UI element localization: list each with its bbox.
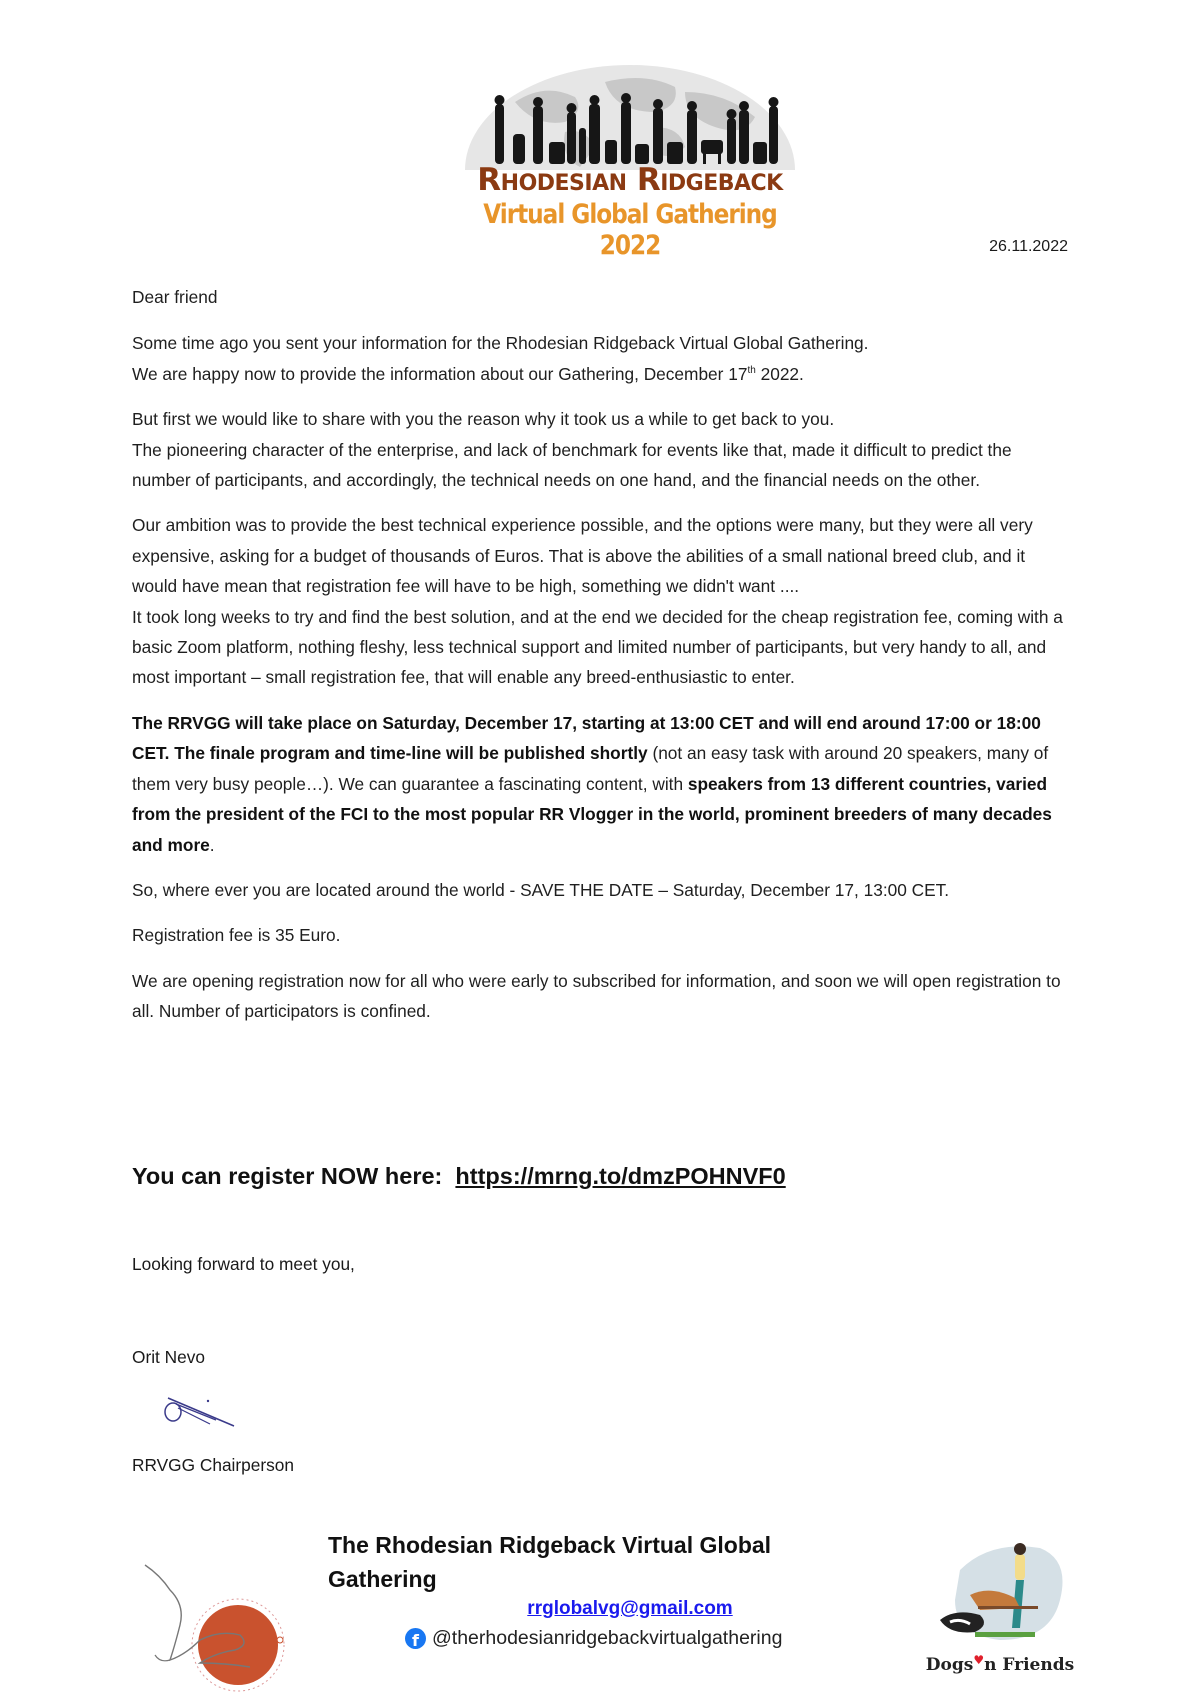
signer-role: RRVGG Chairperson xyxy=(132,1455,294,1475)
email-link[interactable]: rrglobalvg@gmail.com xyxy=(527,1598,733,1619)
intro-line-2-post: 2022. xyxy=(755,363,804,384)
heart-icon: ♥ xyxy=(973,1653,985,1667)
event-details-end: . xyxy=(209,834,215,855)
facebook-handle[interactable]: @therhodesianridgebackvirtualgathering xyxy=(432,1627,783,1649)
signature-icon xyxy=(158,1384,248,1434)
register-callout xyxy=(132,1163,786,1190)
paragraph-reason xyxy=(132,404,1072,495)
ambition-part-1: Our ambition was to provide the best technical experience possible, and the options were many, but they were all very expensive, asking for a budget of thousands of Euros. That is above the abilities of a small national breed club, and it would have mean that registration fee will have to be high, something we didn't want .... xyxy=(132,515,1033,597)
event-details-normal: (not an easy task with around 20 speakers, many of them very busy people…). We can guarantee a fascinating content, with xyxy=(132,743,1049,794)
paragraph-registration: We are opening registration now for all who were early to subscribed for information, and soon we will open registration to all. Number of participators is confined. xyxy=(132,970,1061,1022)
closing-line: Looking forward to meet you, xyxy=(132,1254,355,1274)
logo-subtitle: Virtual Global Gathering 2022 xyxy=(483,199,777,261)
paragraph-save-the-date: So, where ever you are located around the world - SAVE THE DATE – Saturday, December 17, 13:00 CET. xyxy=(132,879,950,900)
ordinal-suffix: th xyxy=(747,364,756,376)
paragraph-event-details xyxy=(132,708,1072,860)
event-details-bold-2: speakers from 13 different countries, varied from the president of the FCI to the most popular RR Vlogger in the world, prominent breeders of many decades and more xyxy=(132,773,1052,855)
reason-line-1: But first we would like to share with you the reason why it took us a while to get back to you. xyxy=(132,409,835,430)
sponsor-logo xyxy=(920,1540,1080,1675)
letter-date: 26.11.2022 xyxy=(989,238,1068,255)
logo-title: Rhodesian Ridgeback xyxy=(477,162,783,198)
intro-line-1: Some time ago you sent your information for the Rhodesian Ridgeback Virtual Global Gathering. xyxy=(132,333,869,354)
footer-email xyxy=(400,1598,860,1620)
facebook-handle-row xyxy=(405,1627,782,1650)
event-details-bold-1: The RRVGG will take place on Saturday, December 17, starting at 13:00 CET and will end around 17:00 or 18:00 CET. The finale program and time-line will be published shortly xyxy=(132,712,1041,764)
greeting: Dear friend xyxy=(132,287,218,307)
register-link[interactable]: https://mrng.to/dmzPOHNVF0 xyxy=(455,1163,786,1189)
facebook-icon[interactable]: f xyxy=(405,1628,426,1649)
paragraph-ambition xyxy=(132,510,1072,692)
dogs-n-friends-illustration-icon xyxy=(920,1540,1080,1650)
event-logo xyxy=(455,62,805,261)
ambition-part-2: It took long weeks to try and find the best solution, and at the end we decided for the cheap registration fee, coming with a basic Zoom platform, nothing fleshy, less technical support and limited number of participants, but very handy to all, and most important – small registration fee, that will enable any breed-enthusiastic to enter. xyxy=(132,606,1063,688)
paragraph-intro xyxy=(132,328,1072,389)
letter-body xyxy=(132,282,1072,1042)
intro-line-2-pre: We are happy now to provide the information about our Gathering, December 17 xyxy=(132,363,748,384)
club-logo-icon xyxy=(130,1545,300,1700)
footer-title: The Rhodesian Ridgeback Virtual Global Gathering xyxy=(328,1532,772,1592)
sponsor-name: Dogs♥n Friends xyxy=(925,1653,1075,1675)
signer-name: Orit Nevo xyxy=(132,1347,205,1367)
paragraph-fee: Registration fee is 35 Euro. xyxy=(132,925,341,946)
reason-rest: The pioneering character of the enterprise, and lack of benchmark for events like that, made it difficult to predict the number of participants, and accordingly, the technical needs on one hand, and the financial needs on the other. xyxy=(132,439,1012,491)
globe-silhouettes-icon xyxy=(455,62,805,172)
register-label: You can register NOW here: xyxy=(132,1163,443,1189)
